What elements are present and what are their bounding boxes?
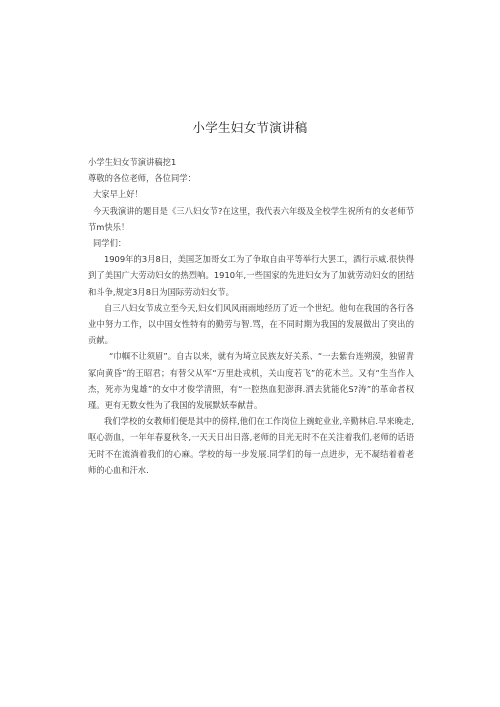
speech-body	[88, 154, 414, 478]
paragraph-topic: 今天我演讲的题目是《三八妇女节?在这里，我代表六年级及全校学生祝所有的女老师节节m快乐！	[88, 205, 414, 232]
paragraph-heading: 小学生妇女节演讲稿挖1	[88, 157, 177, 167]
paragraph-teachers: 我们学校的女教师们便是其中的傍样,他们在工作岗位上豌蛇业业,辛勤林启.早来晚走,呕心沥血，一年年春夏秋冬,一天天日出日落,老师的目光无时不在关注着我们,老师的话语无时不在流淌着我们的心麻。学校的每一步发展.同学们的每一点进步，无不凝结着着老师的心血和汗水.	[88, 416, 414, 475]
paragraph-greeting: 大家早上好！	[93, 189, 143, 200]
paragraph-classmates: 同学们：	[93, 238, 127, 249]
paragraph-contribution: 自三八妇女节成立至今天,妇女们风风雨雨地经历了近一个世纪。他旬在我国的各行各业中努力工作，以中国女性特有的勤劳与智.骂，在不同时期为我国的发展做出了突出的贡献。	[88, 302, 414, 346]
paragraph-history: 1909年的3月8日，美国芝加哥女工为了争取自由平等举行大罢工，酒行示威.很快得到了美国广大劳动妇女的热烈响。1910年,一些国家的先进妇女为了加就劳动妇女的团结和斗争,规定3月8日为国际劳动妇女节。	[88, 254, 414, 297]
paragraph-salutation: 尊敬的各位老师，各位同学：	[88, 173, 196, 184]
page-title: 小学生妇女节演讲稿	[192, 120, 308, 135]
paragraph-heroines: “巾帼不让须眉”。自古以来，就有为埼立民族友好关系、“一去紫台连朔漠，独留青冢向黄昏”的王昭君；有替父从军“万里赴戎机，关山度若飞”的花木兰。又有“生当作人杰，死亦为鬼雄”的女中才俊学清照，有“一腔热血犯澎湃.洒去犹能化S?涛”的革命者权瑾。更有无数女性为了我国的发展默妖奉献昔。	[88, 351, 414, 411]
